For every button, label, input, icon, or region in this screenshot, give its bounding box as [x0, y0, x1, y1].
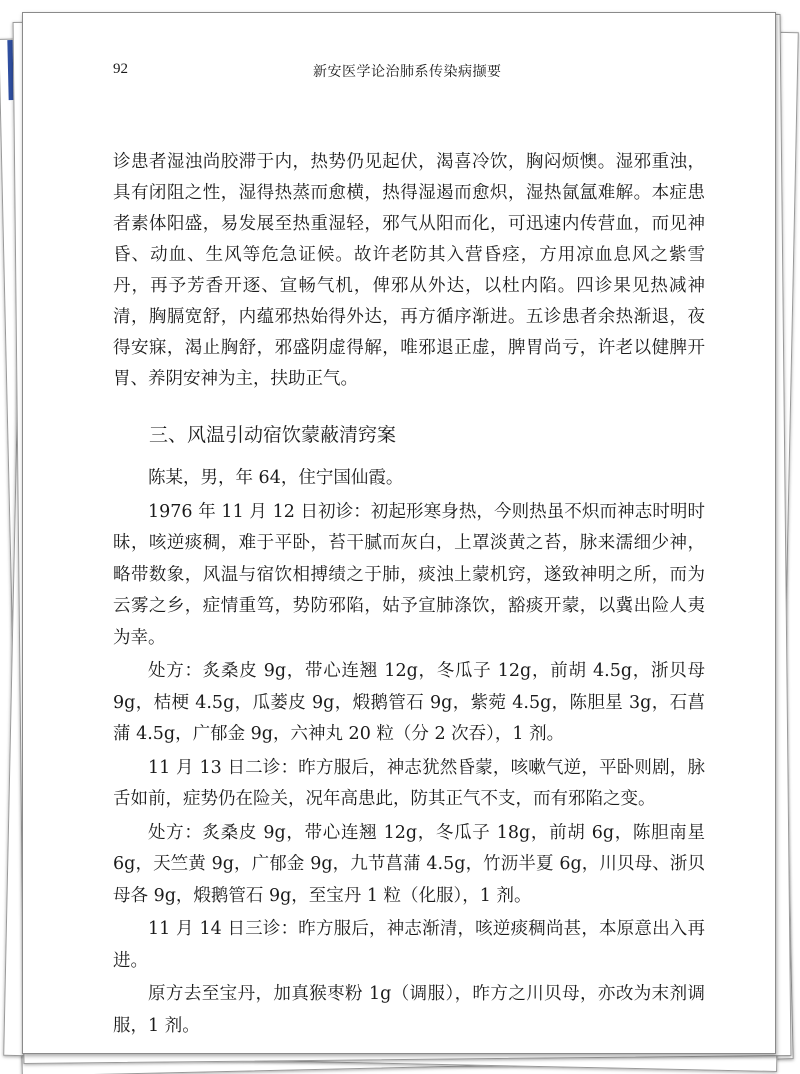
case-record	[113, 463, 705, 1042]
case-paragraph-third-visit: 11 月 14 日三诊：昨方服后，神志渐清，咳逆痰稠尚甚，本原意出入再进。	[113, 919, 705, 971]
page-body	[113, 147, 705, 1044]
page-number: 92	[113, 61, 128, 77]
book-page	[22, 12, 776, 1054]
running-title: 新安医学论治肺系传染病撷要	[313, 64, 502, 80]
section-heading: 三、风温引动宿饮蒙蔽清窍案	[149, 424, 397, 446]
body-paragraph: 诊患者湿浊尚胶滞于内，热势仍见起伏，渴喜冷饮，胸闷烦懊。湿邪重浊，具有闭阻之性，湿得热蒸而愈横，热得湿遏而愈炽，湿热氤氲难解。本症患者素体阳盛，易发展至热重湿轻，邪气从阳而化，可迅速内传营血，而见神昏、动血、生风等危急证候。故许老防其入营昏痉，方用凉血息风之紫雪丹，再予芳香开逐、宣畅气机，俾邪从外达，以杜内陷。四诊果见热减神清，胸膈宽舒，内蕴邪热始得外达，再方循序渐进。五诊患者余热渐退，夜得安寐，渴止胸舒，邪盛阴虚得解，唯邪退正虚，脾胃尚亏，许老以健脾开胃、养阴安神为主，扶助正气。	[113, 152, 705, 389]
case-paragraph-first-visit: 1976 年 11 月 12 日初诊：初起形寒身热，今则热虽不炽而神志时明时昧，咳逆痰稠，难于平卧，苔干腻而灰白，上罩淡黄之苔，脉来濡细少神，略带数象，风温与宿饮相搏绩之于肺，痰浊上蒙机窍，遂致神明之所，而为云雾之乡，症情重笃，势防邪陷，姑予宣肺涤饮，豁痰开蒙，以冀出险人夷为幸。	[113, 501, 705, 648]
case-paragraph-prescription-1: 处方：炙桑皮 9g，带心连翘 12g，冬瓜子 12g，前胡 4.5g，浙贝母 9g，桔梗 4.5g，瓜蒌皮 9g，煅鹅管石 9g，紫菀 4.5g，陈胆星 3g，石菖蒲 4.5g，广郁金 9g，六神丸 20 粒（分 2 次吞），1 剂。	[113, 661, 705, 744]
case-paragraph-second-visit: 11 月 13 日二诊：昨方服后，神志犹然昏蒙，咳嗽气逆，平卧则剧，脉舌如前，症势仍在险关，况年高患此，防其正气不支，而有邪陷之变。	[113, 757, 705, 809]
page-header	[113, 61, 713, 85]
case-paragraph-prescription-3: 原方去至宝丹，加真猴枣粉 1g（调服），昨方之川贝母，亦改为末剂调服，1 剂。	[113, 984, 705, 1036]
case-paragraph-patient: 陈某，男，年 64，住宁国仙霞。	[148, 468, 404, 488]
case-paragraph-prescription-2: 处方：炙桑皮 9g，带心连翘 12g，冬瓜子 18g，前胡 6g，陈胆南星 6g，天竺黄 9g，广郁金 9g，九节菖蒲 4.5g，竹沥半夏 6g，川贝母、浙贝母各 9g，煅鹅管石 9g，至宝丹 1 粒（化服），1 剂。	[113, 822, 705, 906]
